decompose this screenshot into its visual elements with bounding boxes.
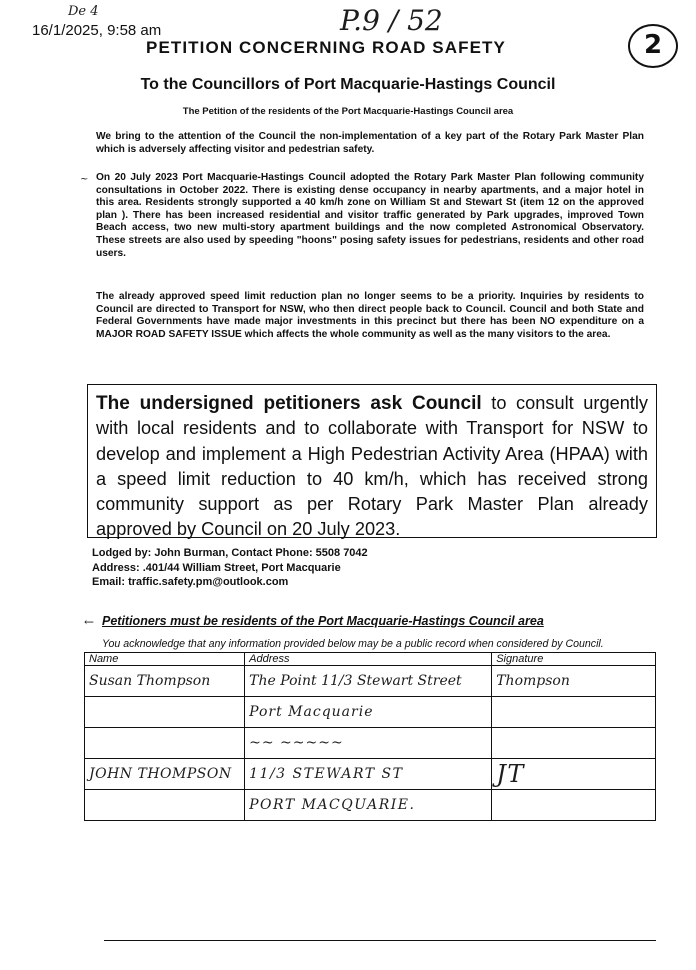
petition-scope: The Petition of the residents of the Port Macquarie-Hastings Council area: [182, 106, 514, 117]
name-cell: [85, 728, 245, 759]
name-cell: Susan Thompson: [85, 666, 245, 697]
lodged-by: Lodged by: John Burman, Contact Phone: 5508 7042: [92, 547, 368, 559]
intro-paragraph: We bring to the attention of the Council the non-implementation of a key part of the Rotary Park Master Plan which is adversely affecting visitor and pedestrian safety.: [96, 131, 644, 155]
table-row: [85, 728, 656, 759]
name-cell: [85, 697, 245, 728]
address-cell: The Point 11/3 Stewart Street: [245, 666, 492, 697]
column-header-name: Name: [85, 653, 245, 666]
signature-cell: [492, 728, 656, 759]
request-text: [96, 391, 648, 543]
name-cell: [85, 790, 245, 821]
page-title: PETITION CONCERNING ROAD SAFETY: [146, 38, 506, 57]
address-cell: 11/3 STEWART ST: [245, 759, 492, 790]
circled-number-stamp: [628, 24, 678, 68]
background-paragraph: On 20 July 2023 Port Macquarie-Hastings Council adopted the Rotary Park Master Plan following community consultations in October 2022. There is existing dense occupancy in nearby apartments, and a major hotel in this area. Residents strongly supported a 40 km/h zone on William St and Stewart St (item 12 on the approved plan ). There has been increased residential and visitor traffic generated by Park upgrades, improved Town Beach access, two new multi-story apartment buildings and the now completed Astronomical Observatory. These streets are also used by speeding "hoons" posing safety issues for pedestrians, residents and other road users.: [96, 172, 644, 259]
table-header-row: [85, 653, 656, 666]
signature-cell: [492, 790, 656, 821]
subtitle: To the Councillors of Port Macquarie-Hastings Council: [140, 76, 556, 93]
public-record-notice: You acknowledge that any information provided below may be a public record when considered by Council.: [102, 638, 604, 650]
margin-mark: ~: [80, 174, 89, 185]
address-cell: PORT MACQUARIE.: [245, 790, 492, 821]
circled-number: 2: [643, 30, 663, 60]
signature-table: [84, 652, 656, 821]
bottom-rule: [104, 940, 656, 941]
handwritten-page-ref: P.9 / 52: [340, 4, 443, 37]
column-header-address: Address: [245, 653, 492, 666]
table-row: [85, 666, 656, 697]
sheet-heading: Petitioners must be residents of the Port Macquarie-Hastings Council area: [102, 614, 544, 628]
contact-address: Address: .401/44 William Street, Port Macquarie: [92, 561, 341, 574]
issue-paragraph: The already approved speed limit reduction plan no longer seems to be a priority. Inquiries by residents to Council are directed to Transport for NSW, who then direct people back to Council. Council and both State and Federal Governments have made major investments in this precinct but there has been NO expenditure on a MAJOR ROAD SAFETY ISSUE which affects the whole community as well as the many visitors to the area.: [96, 291, 644, 340]
signature-cell: Thompson: [492, 666, 656, 697]
contact-block: [92, 546, 368, 590]
signature-cell: JT: [492, 759, 656, 790]
address-cell: ~~ ~~~~~: [245, 728, 492, 759]
table-row: [85, 759, 656, 790]
table-row: [85, 697, 656, 728]
print-timestamp: 16/1/2025, 9:58 am: [32, 22, 162, 39]
name-cell: JOHN THOMPSON: [85, 759, 245, 790]
table-row: [85, 790, 656, 821]
request-lead: The undersigned petitioners ask Council: [96, 393, 482, 414]
request-body: to consult urgently with local residents and to collaborate with Transport for NSW to develop and implement a High Pedestrian Activity Area (HPAA) with a speed limit reduction to 40 km/h, which has received strong community support as per Rotary Park Master Plan already approved by Council on 20 July 2023.: [96, 393, 648, 540]
handwritten-note: De 4: [68, 4, 99, 19]
margin-mark: ←: [84, 615, 95, 629]
contact-email: Email: traffic.safety.pm@outlook.com: [92, 576, 289, 588]
column-header-signature: Signature: [492, 653, 656, 666]
address-cell: Port Macquarie: [245, 697, 492, 728]
request-box: [87, 384, 657, 538]
signature-cell: [492, 697, 656, 728]
